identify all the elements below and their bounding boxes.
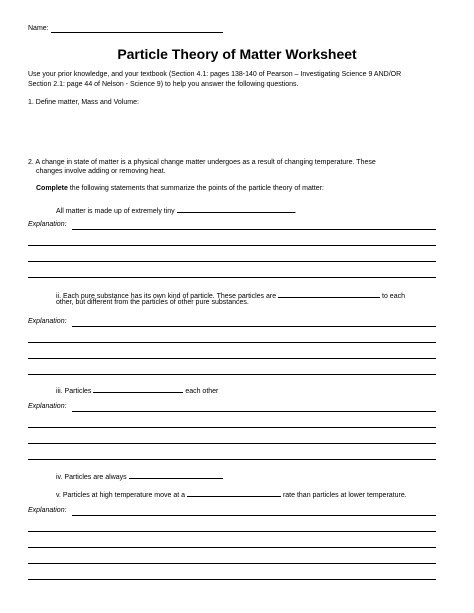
statement-5: v. Particles at high temperature move at a rate than particles at lower temperature.: [56, 489, 407, 499]
question-1-text: Define matter, Mass and Volume:: [35, 99, 139, 106]
page-title: Particle Theory of Matter Worksheet: [117, 46, 357, 62]
statement-4-blank[interactable]: [129, 471, 223, 479]
answer-line-2-1[interactable]: [28, 342, 436, 343]
answer-line-4-2[interactable]: [28, 547, 436, 548]
question-2-line-1: [28, 159, 376, 166]
answer-line-4-3[interactable]: [28, 563, 436, 564]
explanation-line-1-0[interactable]: [72, 229, 436, 230]
question-2-number: 2.: [28, 159, 34, 166]
question-2-line-2: changes involve adding or removing heat.: [36, 168, 166, 175]
answer-line-4-4[interactable]: [28, 579, 436, 580]
explanation-label-3: Explanation:: [28, 403, 67, 410]
explanation-line-3-0[interactable]: [72, 411, 436, 412]
answer-line-3-2[interactable]: [28, 443, 436, 444]
complete-rest: the following statements that summarize the points of the particle theory of matter:: [67, 185, 324, 192]
answer-line-1-3[interactable]: [28, 277, 436, 278]
answer-line-3-3[interactable]: [28, 459, 436, 460]
answer-line-1-2[interactable]: [28, 261, 436, 262]
explanation-label-4: Explanation:: [28, 507, 67, 514]
statement-2-line-1: ii. Each pure substance has its own kind of particle. These particles are to each: [56, 290, 405, 300]
explanation-line-2-0[interactable]: [72, 326, 436, 327]
statement-3-blank[interactable]: [93, 385, 183, 393]
name-field[interactable]: [51, 25, 223, 33]
name-label: Name:: [28, 25, 49, 32]
explanation-label-1: Explanation:: [28, 221, 67, 228]
answer-line-3-1[interactable]: [28, 427, 436, 428]
statement-2-blank[interactable]: [278, 290, 380, 298]
statement-2-line-2: other, but different from the particles of other pure substances.: [56, 299, 249, 306]
statement-3: iii. Particles each other: [56, 385, 218, 395]
answer-line-4-1[interactable]: [28, 531, 436, 532]
question-1-number: 1.: [28, 99, 34, 106]
statement-1: All matter is made up of extremely tiny .: [56, 205, 297, 215]
statement-5-blank[interactable]: [187, 489, 281, 497]
answer-line-1-1[interactable]: [28, 245, 436, 246]
statement-4: iv. Particles are always: [56, 471, 223, 481]
answer-line-2-2[interactable]: [28, 358, 436, 359]
complete-instruction: [36, 185, 324, 192]
statement-1-blank[interactable]: [177, 205, 295, 213]
complete-bold: Complete: [36, 185, 68, 192]
explanation-label-2: Explanation:: [28, 318, 67, 325]
answer-line-2-3[interactable]: [28, 374, 436, 375]
question-1: [28, 99, 139, 106]
intro-line-1: Use your prior knowledge, and your textbook (Section 4.1: pages 138-140 of Pearson – Investigating Science 9 AND/OR: [28, 71, 402, 78]
intro-line-2: Section 2.1: page 44 of Nelson - Science 9) to help you answer the following questions.: [28, 81, 299, 88]
explanation-line-4-0[interactable]: [72, 515, 436, 516]
question-2-text: A change in state of matter is a physical change matter undergoes as a result of changing temperature. These: [35, 159, 376, 166]
